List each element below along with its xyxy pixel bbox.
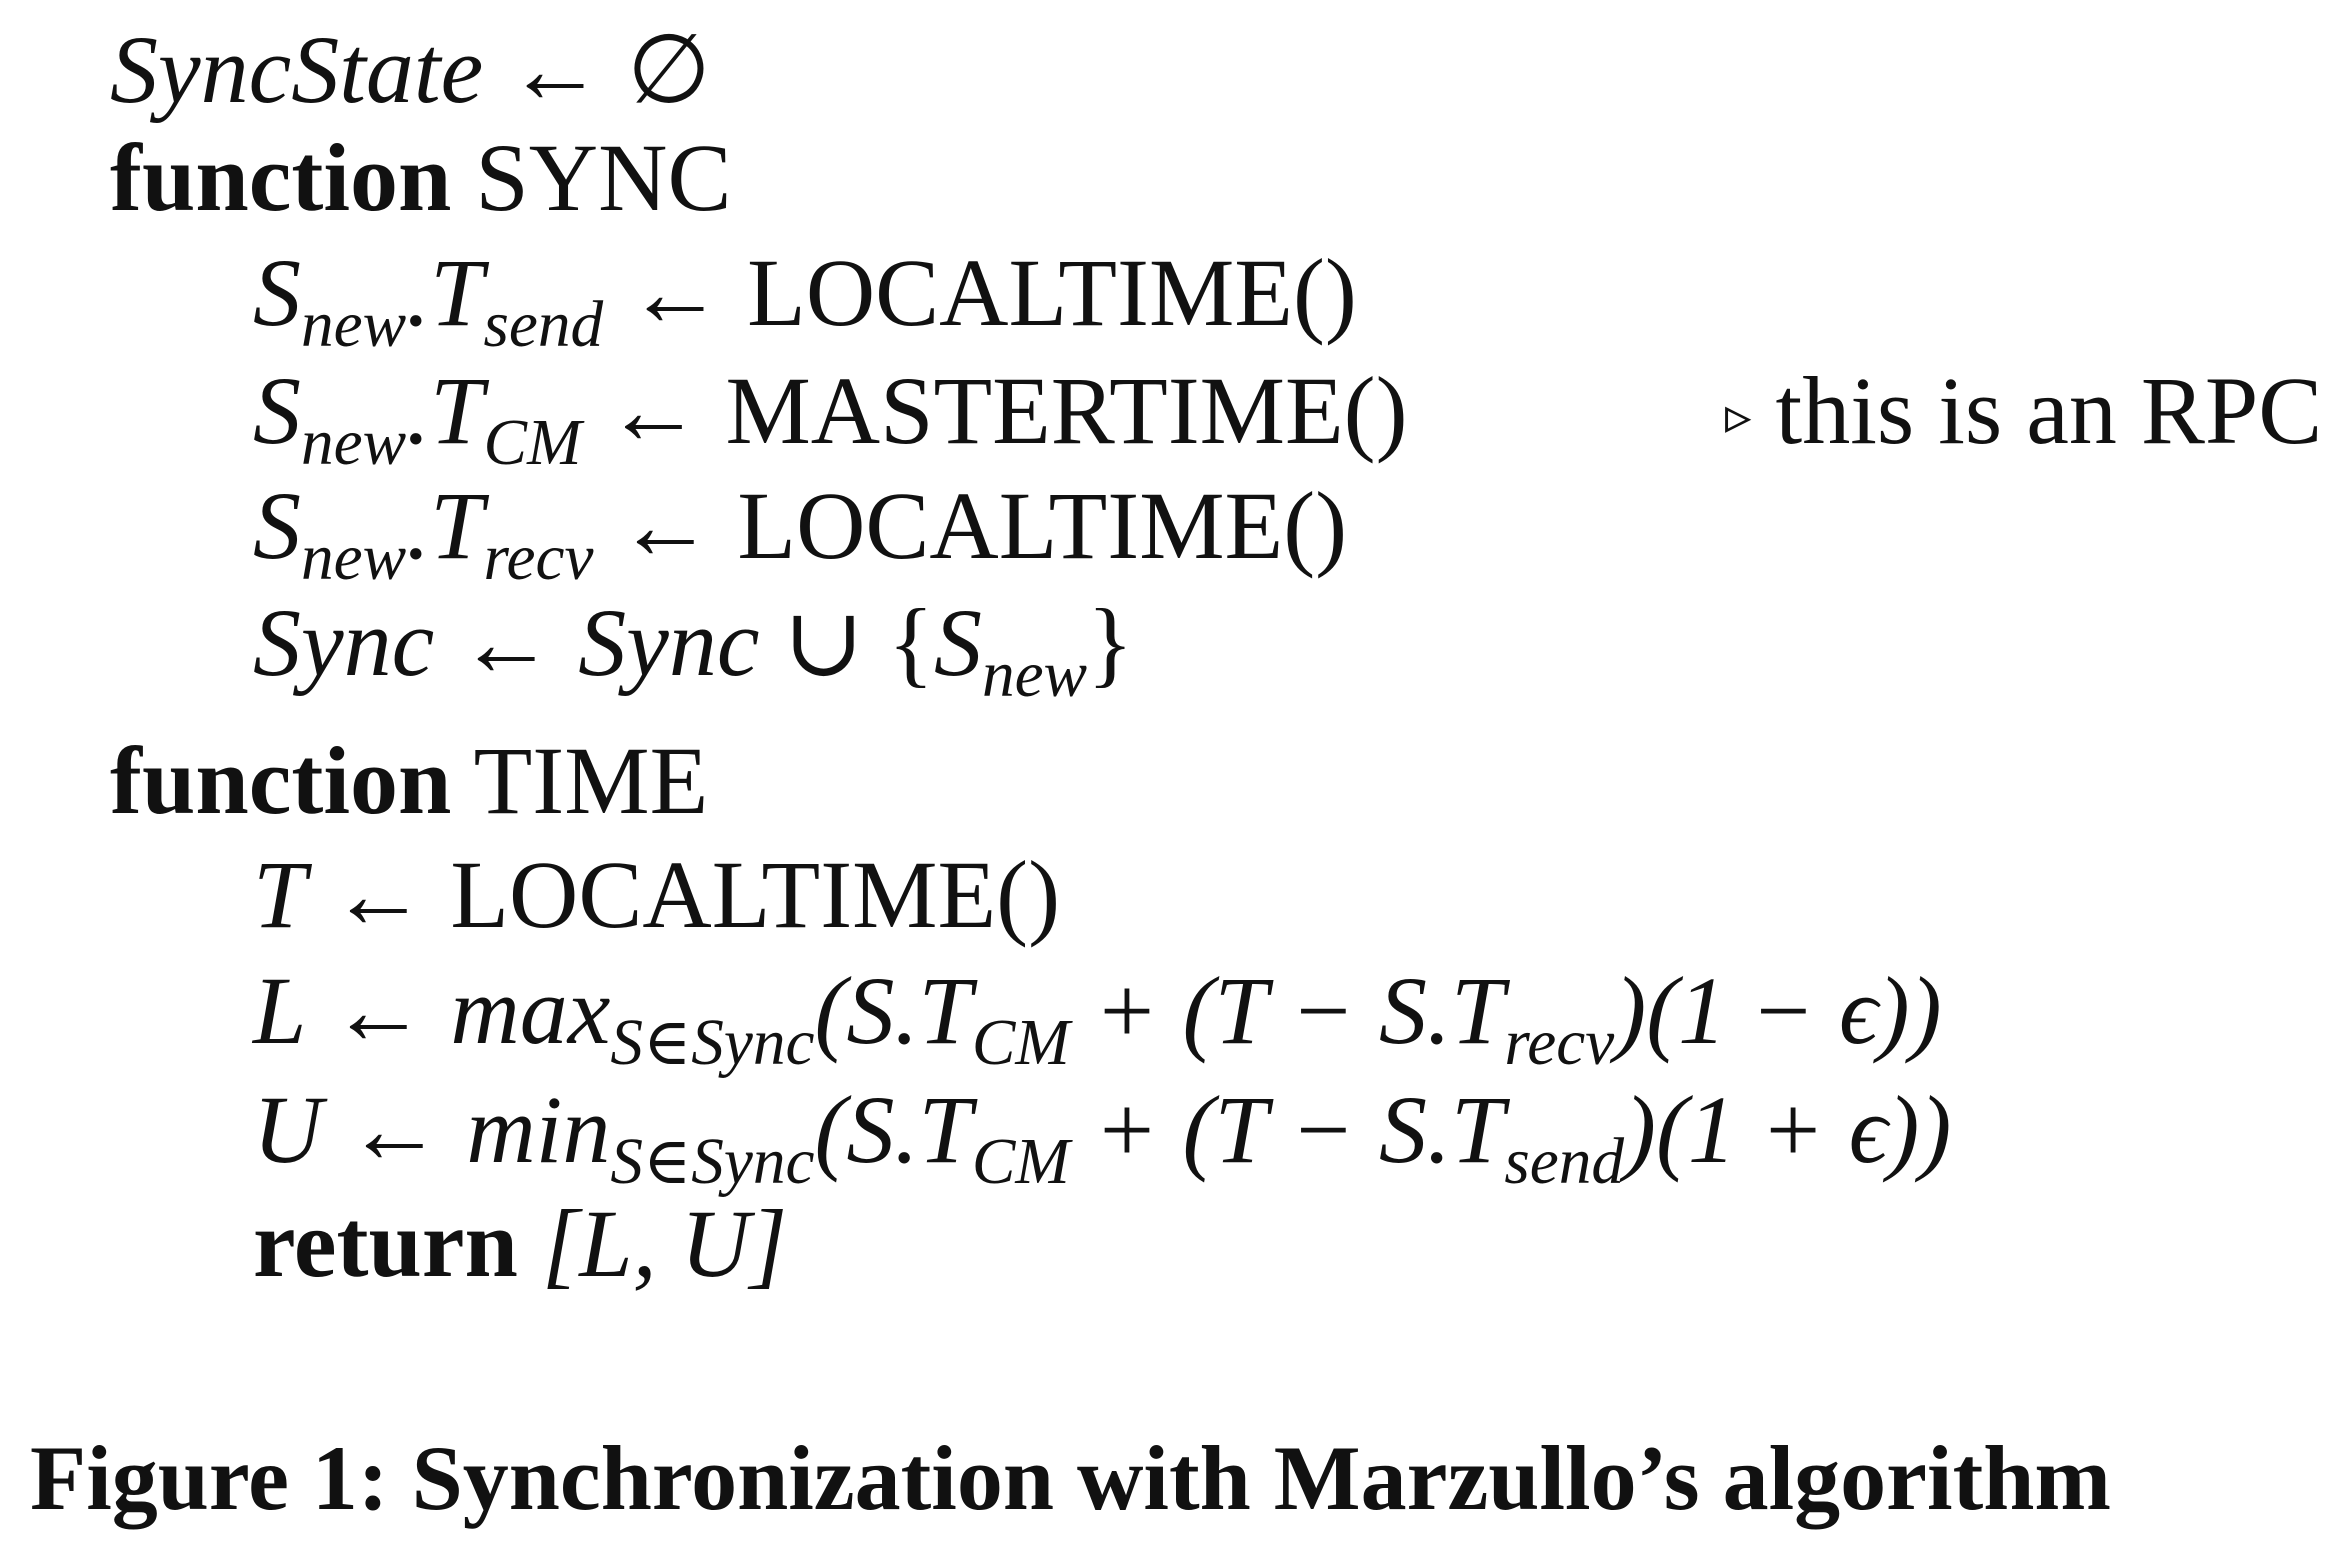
dot: .: [406, 239, 431, 346]
field: T: [430, 472, 484, 579]
l-var: L: [253, 957, 307, 1064]
t-var: T: [253, 841, 307, 948]
time-function-header: [110, 727, 709, 834]
sync-line-recv: [253, 472, 1348, 594]
assign-arrow: ←: [458, 589, 555, 696]
assign-arrow: ←: [507, 16, 604, 123]
sync-var: Sync: [578, 589, 760, 696]
function-name: SYNC: [475, 124, 732, 231]
function-keyword: function: [110, 124, 452, 231]
sync-line-send: [253, 239, 1357, 361]
operator-subscript: S∈Sync: [610, 1006, 815, 1079]
var-subscript: new: [301, 288, 407, 361]
time-line-upper: [253, 1076, 1952, 1198]
var: S: [253, 357, 301, 464]
union-symbol: ∪: [783, 589, 864, 696]
var-subscript: new: [301, 521, 407, 594]
time-line-t: [253, 841, 1061, 948]
set-var: S: [933, 589, 982, 696]
operator-subscript: S∈Sync: [610, 1125, 815, 1198]
assign-arrow: ←: [617, 472, 714, 579]
field: T: [430, 357, 484, 464]
dot: .: [406, 357, 431, 464]
u-var: U: [253, 1076, 323, 1183]
expr-part: )(1 − ϵ)): [1614, 957, 1942, 1064]
sync-line-cm: [253, 357, 1408, 479]
field-subscript: CM: [483, 406, 582, 479]
function-call: LOCALTIME(): [737, 472, 1348, 579]
t-subscript: recv: [1504, 1006, 1615, 1079]
expr-part: (S.T: [814, 1076, 972, 1183]
var-subscript: new: [301, 406, 407, 479]
expr-part: + (T − S.T: [1069, 957, 1505, 1064]
expr-part: + (T − S.T: [1069, 1076, 1505, 1183]
syncstate-var: SyncState: [110, 16, 484, 123]
max-operator: max: [450, 957, 611, 1064]
assign-arrow: ←: [605, 357, 702, 464]
return-line: [253, 1190, 788, 1297]
dot: .: [406, 472, 431, 579]
assign-arrow: ←: [330, 841, 427, 948]
expr-part: (S.T: [814, 957, 972, 1064]
cm-subscript: CM: [971, 1125, 1070, 1198]
time-line-lower: [253, 957, 1942, 1079]
field-subscript: recv: [483, 521, 594, 594]
function-call: LOCALTIME(): [747, 239, 1357, 346]
set-brace-open: {: [887, 589, 934, 696]
function-call: MASTERTIME(): [725, 357, 1408, 464]
init-line: [110, 16, 711, 123]
expr-part: )(1 + ϵ)): [1623, 1076, 1952, 1183]
figure-caption: Figure 1: Synchronization with Marzullo’s algorithm: [30, 1427, 2112, 1529]
sync-union-line: [253, 589, 1134, 711]
assign-arrow: ←: [346, 1076, 443, 1183]
function-keyword: function: [110, 727, 452, 834]
var: S: [253, 239, 301, 346]
cm-subscript: CM: [971, 1006, 1070, 1079]
comment-triangle-icon: ▹: [1725, 387, 1752, 446]
set-brace-close: }: [1087, 589, 1134, 696]
min-operator: min: [466, 1076, 611, 1183]
empty-set: ∅: [627, 16, 711, 123]
assign-arrow: ←: [330, 957, 427, 1064]
field: T: [430, 239, 484, 346]
function-call: LOCALTIME(): [450, 841, 1061, 948]
return-value: [L, U]: [541, 1190, 788, 1297]
field-subscript: send: [483, 288, 604, 361]
return-keyword: return: [253, 1190, 518, 1297]
t-subscript: send: [1504, 1125, 1624, 1198]
sync-function-header: [110, 124, 732, 231]
var: S: [253, 472, 301, 579]
set-var-subscript: new: [981, 638, 1088, 711]
assign-arrow: ←: [627, 239, 724, 346]
comment-text: this is an RPC: [1775, 357, 2323, 464]
rpc-comment: [1725, 357, 2323, 464]
function-name: TIME: [473, 727, 709, 834]
sync-var: Sync: [253, 589, 435, 696]
